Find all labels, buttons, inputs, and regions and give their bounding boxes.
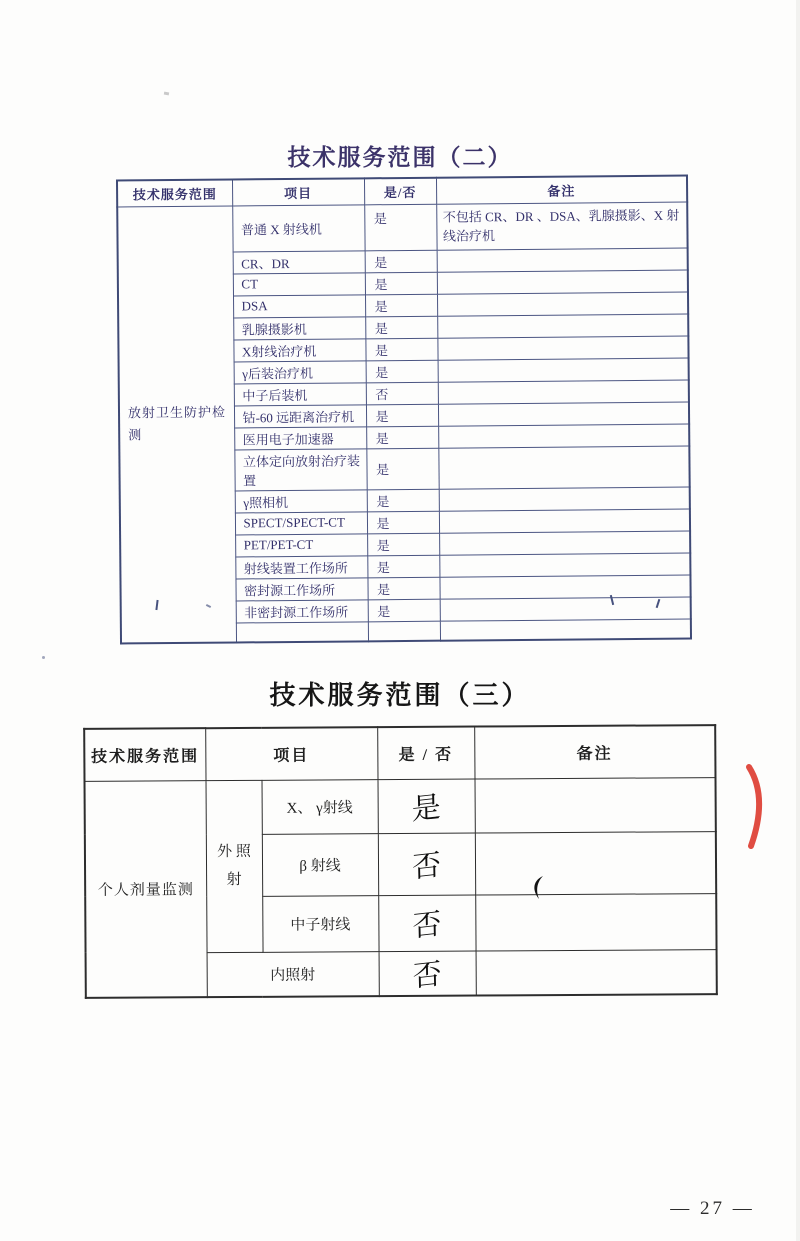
t2-item-cell: 普通 X 射线机 bbox=[232, 204, 364, 251]
t3-yesno-cell bbox=[378, 833, 475, 896]
t3-remark-cell bbox=[474, 777, 715, 832]
t2-item-cell: 非密封源工作场所 bbox=[236, 599, 368, 622]
t2-yesno-cell: 是 bbox=[367, 577, 439, 600]
t2-yesno-cell bbox=[368, 621, 440, 642]
t2-remark-cell bbox=[437, 314, 688, 338]
t2-item-cell: DSA bbox=[233, 294, 365, 317]
t2-item-cell: 射线装置工作场所 bbox=[235, 555, 367, 578]
t2-item-cell bbox=[236, 621, 368, 642]
t2-yesno-cell: 是 bbox=[368, 599, 440, 622]
t2-yesno-cell: 是 bbox=[367, 489, 439, 512]
t2-category-cell: 放射卫生防护检测 bbox=[117, 205, 236, 643]
t3-yesno-cell bbox=[379, 951, 476, 996]
section2-title: 技术服务范围（二） bbox=[287, 145, 513, 170]
t2-yesno-cell: 是 bbox=[365, 294, 437, 317]
t3-remark-cell bbox=[476, 949, 717, 995]
t2-remark-cell bbox=[437, 292, 688, 316]
section3-title: 技术服务范围（三） bbox=[269, 680, 531, 710]
t3-row bbox=[85, 777, 716, 835]
t2-item-cell: 立体定向放射治疗装置 bbox=[234, 448, 366, 490]
t2-remark-cell: 不包括 CR、DR 、DSA、乳腺摄影、X 射线治疗机 bbox=[436, 202, 687, 250]
t2-remark-cell bbox=[438, 402, 689, 426]
t2-yesno-cell: 是 bbox=[366, 448, 438, 490]
t2-yesno-cell: 是 bbox=[365, 338, 437, 361]
t3-header-item: 项目 bbox=[205, 727, 377, 780]
t2-remark-cell bbox=[438, 380, 689, 404]
t2-remark-cell bbox=[438, 424, 689, 448]
t2-item-cell: 中子后装机 bbox=[234, 382, 366, 405]
t3-header-yesno: 是 / 否 bbox=[377, 727, 474, 780]
t2-item-cell: 密封源工作场所 bbox=[235, 577, 367, 600]
page-number: — 27 — bbox=[670, 1198, 755, 1219]
t3-item-cell: X、 γ射线 bbox=[262, 779, 378, 834]
t2-item-cell: 乳腺摄影机 bbox=[233, 316, 365, 339]
t2-yesno-cell: 是 bbox=[365, 316, 437, 339]
t3-internal-item-cell: 内照射 bbox=[207, 951, 379, 997]
t2-item-cell: SPECT/SPECT-CT bbox=[235, 511, 367, 534]
t2-header-yesno: 是/否 bbox=[364, 178, 436, 205]
t2-item-cell: CR、DR bbox=[233, 250, 365, 273]
t2-remark-cell bbox=[439, 509, 690, 533]
t2-yesno-cell: 是 bbox=[365, 272, 437, 295]
t3-remark-cell bbox=[475, 831, 716, 894]
t2-item-cell: γ后装治疗机 bbox=[234, 360, 366, 383]
t2-item-cell: PET/PET-CT bbox=[235, 533, 367, 556]
t3-item-cell: 中子射线 bbox=[262, 895, 378, 952]
t2-remark-cell bbox=[437, 248, 688, 272]
t2-yesno-cell: 是 bbox=[366, 360, 438, 383]
t2-remark-cell bbox=[439, 531, 690, 555]
paper-speck bbox=[164, 92, 169, 96]
t2-remark-cell bbox=[440, 619, 691, 641]
t2-remark-cell bbox=[439, 553, 690, 577]
t3-yesno-cell bbox=[378, 895, 475, 952]
handwritten-no: 否 bbox=[412, 957, 443, 994]
t2-remark-cell bbox=[438, 358, 689, 382]
t2-yesno-cell: 否 bbox=[366, 382, 438, 405]
handwritten-no: 否 bbox=[412, 907, 442, 944]
t2-row bbox=[117, 202, 687, 253]
t2-remark-cell bbox=[439, 575, 690, 599]
t2-item-cell: 医用电子加速器 bbox=[234, 426, 366, 449]
t3-header-remark: 备注 bbox=[474, 725, 715, 778]
t2-remark-cell bbox=[437, 270, 688, 294]
t2-yesno-cell: 是 bbox=[367, 511, 439, 534]
t2-yesno-cell: 是 bbox=[365, 250, 437, 273]
service-scope-table-3 bbox=[83, 724, 718, 998]
t3-yesno-cell bbox=[377, 779, 474, 834]
t2-item-cell: X射线治疗机 bbox=[233, 338, 365, 361]
t2-yesno-cell: 是 bbox=[364, 204, 436, 251]
t2-header-item: 项目 bbox=[232, 178, 364, 205]
t2-remark-cell bbox=[440, 597, 691, 621]
t3-item-cell: β 射线 bbox=[262, 833, 378, 896]
ink-comma-mark bbox=[528, 874, 550, 902]
t2-yesno-cell: 是 bbox=[367, 555, 439, 578]
handwritten-no: 否 bbox=[411, 848, 442, 885]
scan-edge-shadow bbox=[796, 0, 800, 1241]
t2-yesno-cell: 是 bbox=[366, 404, 438, 427]
t3-external-group-cell: 外 照 射 bbox=[206, 780, 263, 952]
red-pen-crease-mark bbox=[742, 764, 768, 850]
ink-speck bbox=[42, 656, 45, 659]
t2-header-scope: 技术服务范围 bbox=[117, 179, 232, 206]
t3-category-cell: 个人剂量监测 bbox=[85, 780, 207, 997]
service-scope-table-2 bbox=[116, 175, 692, 645]
t2-yesno-cell: 是 bbox=[366, 426, 438, 449]
t3-header-scope: 技术服务范围 bbox=[84, 728, 205, 781]
t2-remark-cell bbox=[437, 336, 688, 360]
t2-remark-cell bbox=[438, 446, 689, 489]
t2-item-cell: γ照相机 bbox=[235, 489, 367, 512]
t2-item-cell: CT bbox=[233, 272, 365, 295]
t3-remark-cell bbox=[475, 893, 716, 950]
t3-header-row bbox=[84, 725, 715, 781]
t2-yesno-cell: 是 bbox=[367, 533, 439, 556]
handwritten-yes: 是 bbox=[411, 790, 442, 827]
t2-item-cell: 钴-60 远距离治疗机 bbox=[234, 404, 366, 427]
t2-header-remark: 备注 bbox=[436, 176, 687, 204]
t2-remark-cell bbox=[439, 487, 690, 511]
